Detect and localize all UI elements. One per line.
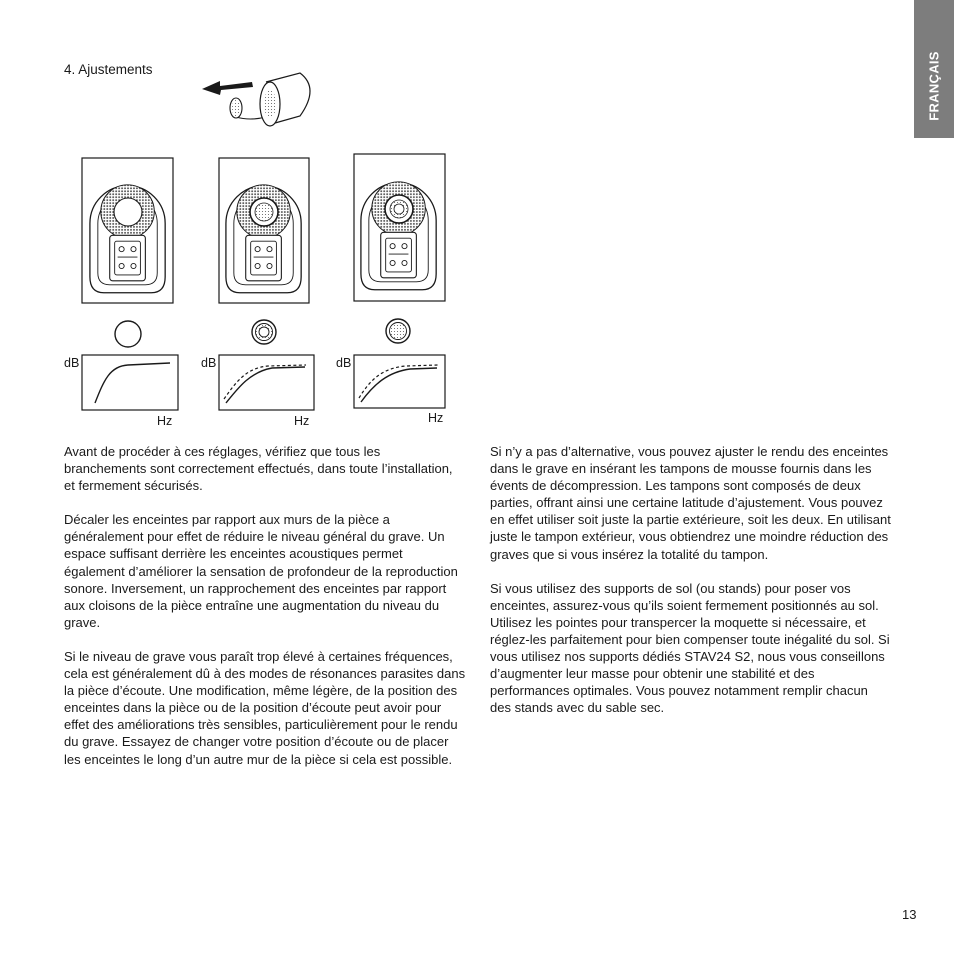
graph-1-y-label: dB (64, 356, 80, 370)
language-tab-label: FRANÇAIS (926, 51, 942, 121)
graph-1-x-label: Hz (157, 414, 173, 428)
response-graph-2 (219, 355, 314, 410)
paragraph: Si le niveau de grave vous paraît trop élevé à certaines fréquences, cela est généralement dû à des modes de résonances parasites dans la pièce d’écoute. Une modification, même légère, de la position des enceintes dans la pièce ou de la position d’écoute peut avoir pour effet des améliorations très sensibles, particulièrement pour le rendu du grave. Essayez de changer votre position d’écoute ou de placer les enceintes le long d’un autre mur de la pièce si cela est possible. (64, 648, 466, 767)
response-graph-3 (354, 355, 445, 408)
page-number: 13 (902, 907, 917, 922)
foam-plug-icon (386, 319, 410, 343)
foam-plug-removal-arrow-icon (202, 73, 310, 126)
speaker-rear-icon (219, 158, 309, 303)
adjustment-illustration (0, 0, 954, 440)
speaker-rear-icon (354, 154, 445, 301)
graph-3-y-label: dB (336, 356, 352, 370)
speaker-rear-icon (82, 158, 173, 303)
response-graph-1 (82, 355, 178, 410)
section-title: 4. Ajustements (64, 62, 153, 77)
foam-plug-icon (252, 320, 276, 344)
paragraph: Si n’y a pas d’alternative, vous pouvez ajuster le rendu des enceintes dans le grave en insérant les tampons de mousse fournis dans les évents de décompression. Les tampons sont composés de deux parties, offrant ainsi une certaine latitude d’ajustement. Vous pouvez en effet utiliser soit juste la partie extérieure, soit les deux. En utilisant juste le tampon extérieur, vous obtiendrez une moindre réduction des graves que si vous insérez la totalité du tampon. (490, 444, 891, 562)
graph-3-x-label: Hz (428, 411, 444, 425)
paragraph: Avant de procéder à ces réglages, vérifiez que tous les branchements sont correctement effectués, dans toute l’installation, et fermement sécurisés. (64, 444, 453, 494)
graph-2-y-label: dB (201, 356, 217, 370)
body-column-left (64, 443, 466, 785)
graph-2-x-label: Hz (294, 414, 310, 428)
adjustment-figure (0, 0, 954, 440)
paragraph: Décaler les enceintes par rapport aux murs de la pièce a généralement pour effet de réduire le niveau général du grave. Un espace suffisant derrière les enceintes acoustiques permet également d’améliorer la sensation de profondeur de la reproduction sonore. Inversement, un rapprochement des enceintes par rapport aux cloisons de la pièce entraîne une augmentation du niveau du grave. (64, 512, 458, 630)
body-column-right (490, 443, 892, 733)
paragraph: Si vous utilisez des supports de sol (ou stands) pour poser vos enceintes, assurez-vous qu’ils soient fermement positionnés au sol. Utilisez les pointes pour transpercer la moquette si nécessaire, et réglez-les parfaitement pour bien compenser toute inégalité du sol. Si vous utilisez nos supports dédiés STAV24 S2, nous vous conseillons d’augmenter leur masse pour obtenir une stabilité et des performances optimales. Vous pouvez notamment remplir chacun des stands avec du sable sec. (490, 580, 890, 716)
foam-plug-icon (115, 321, 141, 347)
